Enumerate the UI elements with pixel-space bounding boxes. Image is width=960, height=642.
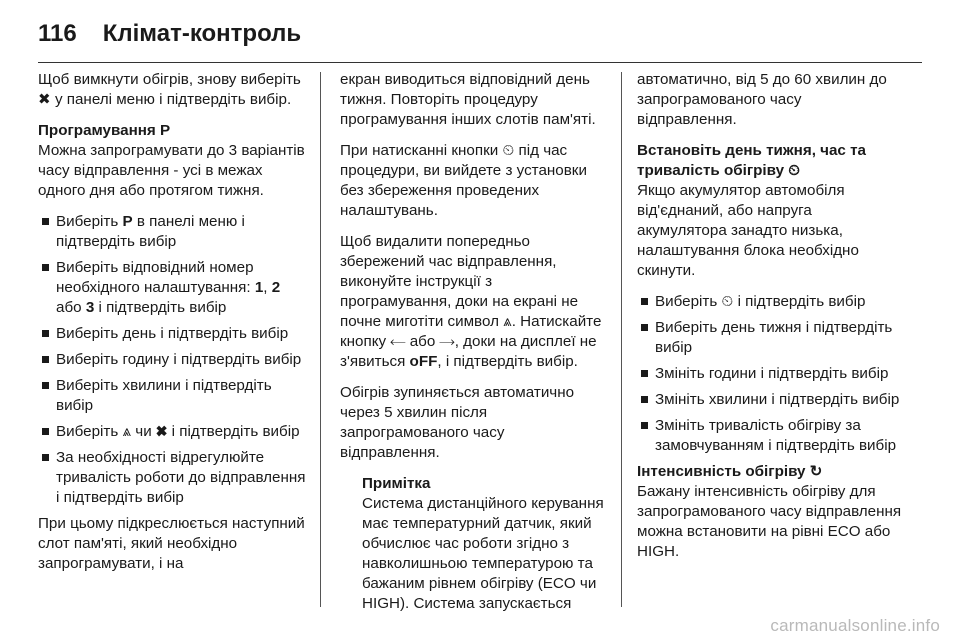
- list-item: Виберіть день тижня і підтвердіть вибір: [637, 318, 903, 358]
- list-item: Виберіть ⩓ чи ✖ і підтвердіть вибір: [38, 422, 306, 442]
- list-item: Виберіть день і підтвердіть вибір: [38, 324, 306, 344]
- paragraph-delete-time: Щоб видалити попередньо збережений час відправлення, виконуйте інструкції з програмування, доки на екрані не почне миготіти символ ⩓. Натискайте кнопку ⟵ або ⟶, доки на дисплеї не з'явиться oFF, і підтвердіть вибір.: [340, 233, 602, 370]
- paragraph: Обігрів зупиняється автоматично через 5 хвилин після запрограмованого часу відправлення.: [340, 384, 575, 461]
- column-divider: [320, 72, 321, 607]
- list-item: Виберіть ⏲ і підтвердіть вибір: [637, 292, 903, 312]
- paragraph: екран виводиться відповідний день тижня. Повторіть процедуру програмування інших слотів пам'яті.: [340, 71, 596, 128]
- list-item: Змініть години і підтвердіть вибір: [637, 364, 903, 384]
- header-rule: [38, 62, 922, 63]
- watermark: carmanualsonline.info: [770, 616, 940, 635]
- set-time-steps: [637, 292, 903, 456]
- intro-paragraph: Щоб вимкнути обігрів, знову виберіть ✖ у панелі меню і підтвердіть вибір.: [38, 71, 301, 108]
- column-2: [340, 70, 606, 625]
- section-heading-programming: Програмування P: [38, 122, 171, 139]
- programming-description: Можна запрограмувати до 3 варіантів часу відправлення - усі в межах одного дня або протягом тижня.: [38, 142, 305, 199]
- page-header: [38, 20, 301, 50]
- column-divider: [621, 72, 622, 607]
- column-1: [38, 70, 306, 585]
- paragraph: автоматично, від 5 до 60 хвилин до запрограмованого часу відправлення.: [637, 71, 887, 128]
- list-item: Виберіть годину і підтвердіть вибір: [38, 350, 306, 370]
- note-title: Примітка: [362, 475, 431, 492]
- list-item: Виберіть P в панелі меню і підтвердіть вибір: [38, 212, 306, 252]
- paragraph: Якщо акумулятор автомобіля від'єднаний, або напруга акумулятора занадто низька, налаштування блока необхідно скинути.: [637, 182, 859, 279]
- chapter-title: Клімат-контроль: [102, 20, 302, 47]
- programming-steps: [38, 212, 306, 508]
- list-item: За необхідності відрегулюйте тривалість роботи до відправлення і підтвердіть вибір: [38, 448, 306, 508]
- note-body: Система дистанційного керування має температурний датчик, який обчислює час роботи згідно з навколишньою температурою та бажаним рівнем обігріву (ECO чи HIGH). Система запускається: [362, 495, 604, 612]
- paragraph: Бажану інтенсивність обігріву для запрограмованого часу відправлення можна встановити на рівні ECO або HIGH.: [637, 483, 902, 560]
- note-box: [340, 474, 606, 614]
- continuation-paragraph: При цьому підкреслюється наступний слот пам'яті, який необхідно запрограмувати, і на: [38, 515, 305, 572]
- list-item: Виберіть хвилини і підтвердіть вибір: [38, 376, 306, 416]
- list-item: Виберіть відповідний номер необхідного налаштування: 1, 2 або 3 і підтвердіть вибір: [38, 258, 306, 318]
- section-heading-set-day-time: Встановіть день тижня, час та тривалість обігріву ⏲: [637, 142, 866, 179]
- paragraph: При натисканні кнопки ⏲ під час процедури, ви вийдете з установки без збереження проведених налаштувань.: [340, 142, 587, 219]
- section-heading-intensity: Інтенсивність обігріву ↻: [637, 463, 823, 480]
- column-3: [637, 70, 903, 573]
- list-item: Змініть хвилини і підтвердіть вибір: [637, 390, 903, 410]
- page-number: 116: [38, 20, 77, 47]
- list-item: Змініть тривалість обігріву за замовчуванням і підтвердіть вибір: [637, 416, 903, 456]
